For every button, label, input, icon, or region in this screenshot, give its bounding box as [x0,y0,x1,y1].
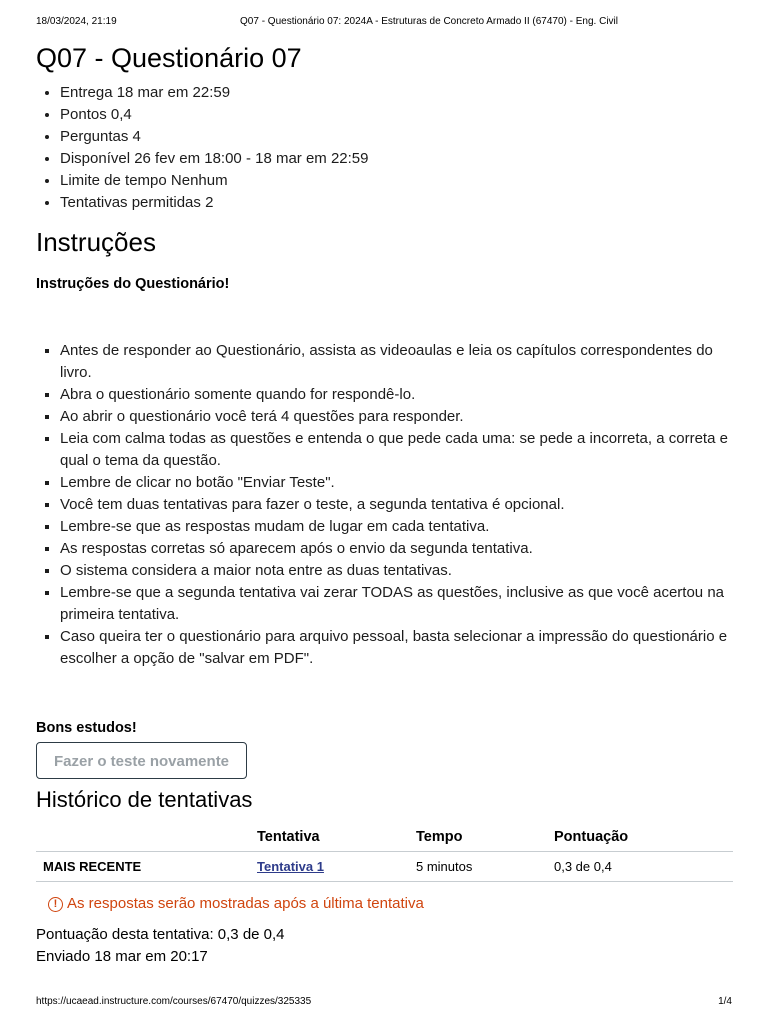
attempt-row-label: MAIS RECENTE [36,852,257,882]
attempt-cell [257,852,416,882]
answers-warning [36,894,736,914]
detail-time-limit: • Limite de tempo Nenhum [60,170,736,192]
instructions-closing: Bons estudos! [36,720,137,736]
page-title: Q07 - Questionário 07 [36,43,302,73]
print-page-number: 1/4 [718,996,732,1007]
attempt-history-table [36,823,733,882]
attempt-score: 0,3 de 0,4 [554,852,733,882]
instruction-item: ▪ As respostas corretas só aparecem após o envio da segunda tentativa. [60,538,736,560]
detail-due: • Entrega 18 mar em 22:59 [60,82,736,104]
instruction-item: ▪ Lembre-se que a segunda tentativa vai zerar TODAS as questões, inclusive as que você acertou na primeira tentativa. [60,582,736,626]
instruction-item: ▪ Lembre-se que as respostas mudam de lugar em cada tentativa. [60,516,736,538]
column-header-time: Tempo [416,823,554,852]
instructions-list [36,340,736,670]
print-datetime: 18/03/2024, 21:19 [36,16,117,27]
quiz-details-list [36,82,736,214]
attempt-score-summary: Pontuação desta tentativa: 0,3 de 0,4 [36,926,285,943]
column-header-label [36,823,257,852]
attempt-time: 5 minutos [416,852,554,882]
detail-available: • Disponível 26 fev em 18:00 - 18 mar em 22:59 [60,148,736,170]
print-header [36,16,732,30]
print-url: https://ucaead.instructure.com/courses/67470/quizzes/325335 [36,996,312,1007]
detail-allowed-attempts: • Tentativas permitidas 2 [60,192,736,214]
instruction-item: ▪ Você tem duas tentativas para fazer o teste, a segunda tentativa é opcional. [60,494,736,516]
instruction-item: ▪ Ao abrir o questionário você terá 4 questões para responder. [60,406,736,428]
answers-warning-text: As respostas serão mostradas após a última tentativa [67,895,424,912]
quiz-content [36,40,736,968]
column-header-score: Pontuação [554,823,733,852]
attempt-history-title: Histórico de tentativas [36,787,253,812]
instruction-item: ▪ Antes de responder ao Questionário, assista as videoaulas e leia os capítulos correspondentes do livro. [60,340,736,384]
attempt-link[interactable]: Tentativa 1 [257,859,324,874]
instruction-item: ▪ Lembre de clicar no botão "Enviar Teste". [60,472,736,494]
table-row [36,852,733,882]
instruction-item: ▪ Caso queira ter o questionário para arquivo pessoal, basta selecionar a impressão do questionário e escolher a opção de "salvar em PDF". [60,626,736,670]
attempt-submitted: Enviado 18 mar em 20:17 [36,948,208,965]
instruction-item: ▪ Abra o questionário somente quando for respondê-lo. [60,384,736,406]
print-document-title: Q07 - Questionário 07: 2024A - Estruturas de Concreto Armado II (67470) - Eng. Civil [240,16,618,27]
alert-circle-icon: ! [48,897,63,912]
retake-quiz-button[interactable]: Fazer o teste novamente [36,742,247,779]
instructions-heading: Instruções do Questionário! [36,276,230,292]
instruction-item: ▪ O sistema considera a maior nota entre as duas tentativas. [60,560,736,582]
instructions-title: Instruções [36,227,156,257]
detail-questions: • Perguntas 4 [60,126,736,148]
instruction-item: ▪ Leia com calma todas as questões e entenda o que pede cada uma: se pede a incorreta, a correta e qual o tema da questão. [60,428,736,472]
column-header-attempt: Tentativa [257,823,416,852]
detail-points: • Pontos 0,4 [60,104,736,126]
table-header-row [36,823,733,852]
